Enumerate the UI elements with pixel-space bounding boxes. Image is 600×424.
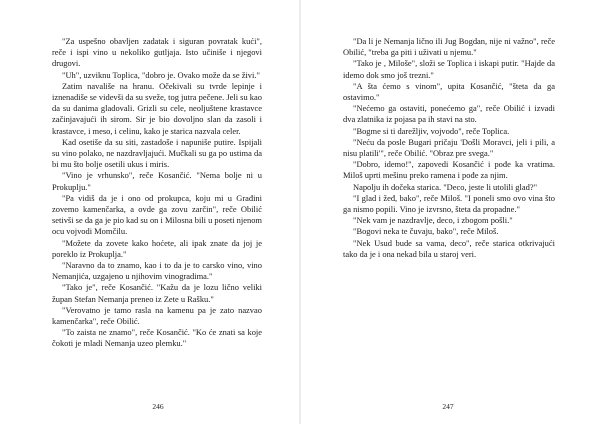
paragraph: "To zaista ne znamo", reče Kosančić. "Ko će znati sa koje čokoti je mladi Nemanja uzeo plemku." bbox=[52, 327, 262, 349]
paragraph: "Možete da zovete kako hoćete, ali ipak znate da joj je poreklo iz Prokuplja." bbox=[52, 237, 262, 259]
paragraph: "Naravno da to znamo, kao i to da je to carsko vino, vino Nemanjića, uzgajeno u njihovim vinogradima." bbox=[52, 260, 262, 282]
paragraph: Kad osetiše da su siti, zastadoše i napuniše putire. Ispijali su vino polako, ne nazdravljajući. Mučkali su ga po ustima da bi mu što bolje osetili ukus i miris. bbox=[52, 136, 262, 170]
page-number-right: 247 bbox=[442, 402, 454, 411]
right-page bbox=[300, 0, 600, 424]
paragraph: "Da li je Nemanja lično ili Jug Bogdan, nije ni važno", reče Obilić, "treba ga piti i uživati u njemu." bbox=[343, 36, 555, 58]
paragraph: "Nek vam je nazdravlje, deco, i zbogom pošli." bbox=[353, 215, 513, 226]
paragraph: "Za uspešno obavljen zadatak i siguran povratak kući", reče i ispi vino u nekoliko gutljaja. Isto učiniše i njegovi drugovi. bbox=[52, 36, 262, 69]
paragraph: Zatim navališe na hranu. Očekivali su tvrde lepinje i iznenadiše se videvši da su sveže, tog jutra pečene. Jeli su kao da su danima gladovali. Grizli su cele, neoljuštene krastavce začinjavajući ih sirom. Sir je bio dovoljno slan da zasoli i krastavce, i meso, i celinu, kako je starica nazvala celer. bbox=[52, 80, 262, 136]
paragraph: "I glad i žeđ, bako", reče Miloš. "I poneli smo ovo vina što ga nismo popili. Vino je izvrsno, šteta da propadne." bbox=[343, 192, 555, 215]
right-page-text bbox=[343, 36, 555, 260]
paragraph: "Neću da posle Bugari pričaju 'Došli Moravci, jeli i pili, a nisu platili'", reče Obilić. "Obraz pre svega." bbox=[343, 136, 555, 159]
paragraph: Napolju ih dočeka starica. "Deco, jeste li utolili glad?" bbox=[353, 181, 538, 192]
paragraph: "Bogovi neka te čuvaju, bako", reče Miloš. bbox=[353, 226, 499, 237]
paragraph: "Verovatno je tamo rasla na kamenu pa je zato nazvao kamenčarka", reče Obilić. bbox=[52, 304, 262, 327]
left-page-text bbox=[52, 36, 262, 350]
paragraph: "Bogme si ti darežljiv, vojvodo", reče Toplica. bbox=[353, 125, 510, 136]
paragraph: "Dobro, idemo!", zapovedi Kosančić i pođe ka vratima. Miloš uprti mešinu preko ramena i pođe za njim. bbox=[343, 159, 555, 181]
page-number-left: 246 bbox=[152, 402, 164, 411]
paragraph: "Tako je", reče Kosančić. "Kažu da je lozu lično veliki župan Stefan Nemanja preneo iz Zete u Rašku." bbox=[52, 282, 262, 304]
paragraph: "Tako je , Miloše", složi se Toplica i iskapi putir. "Hajde da idemo dok smo još trezni." bbox=[343, 58, 555, 80]
paragraph: "A šta ćemo s vinom", upita Kosančić, "šteta da ga ostavimo." bbox=[343, 80, 555, 103]
paragraph: "Nek Usud bude sa vama, deco", reče starica otkrivajući tako da je i ona nekad bila u staroj veri. bbox=[343, 237, 555, 259]
paragraph: "Pa vidiš da je i ono od prokupca, koju mi u Građini zovemo kamenčarka, a ovde ga zovu zarčin", reče Obilić setivši se da ga je pio kad su on i Milosna bili u poseti njenom ocu vojvodi Momčilu. bbox=[52, 192, 262, 237]
paragraph: "Nećemo ga ostaviti, ponećemo ga", reče Obilić i izvadi dva zlatnika iz pojasa pa ih stavi na sto. bbox=[343, 103, 555, 125]
paragraph: "Vino je vrhunsko", reče Kosančić. "Nema bolje ni u Prokuplju." bbox=[52, 170, 262, 192]
paragraph: "Uh", uzviknu Toplica, "dobro je. Ovako može da se živi." bbox=[62, 69, 260, 80]
